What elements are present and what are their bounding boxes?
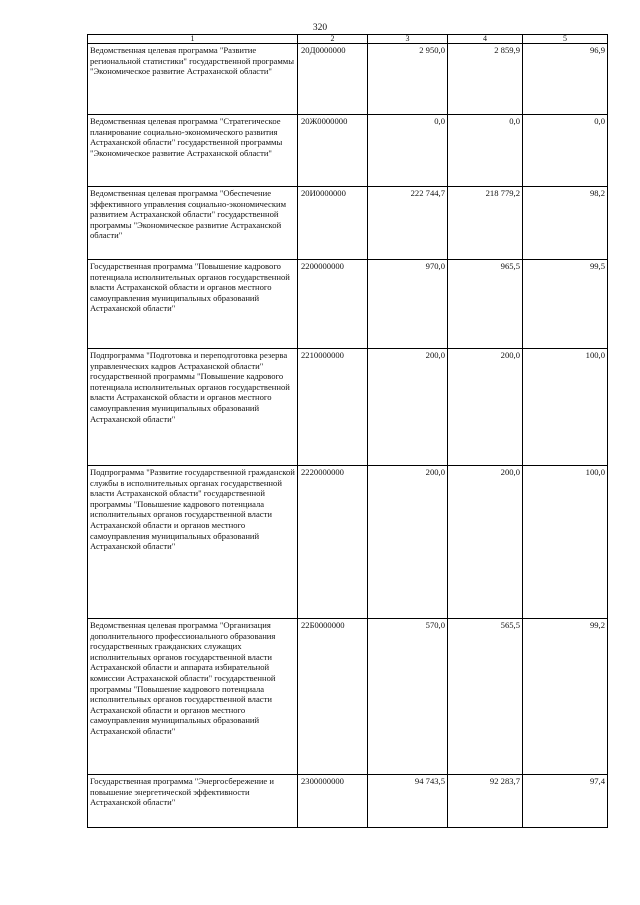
program-name: Государственная программа "Энергосбережение и повышение энергетической эффективности Астраханской области": [88, 775, 298, 828]
program-code: 20Ж0000000: [298, 115, 368, 187]
percent-value: 0,0: [523, 115, 608, 187]
percent-value: 97,4: [523, 775, 608, 828]
program-code: 20Д0000000: [298, 44, 368, 115]
percent-value: 100,0: [523, 466, 608, 619]
percent-value: 99,5: [523, 260, 608, 349]
percent-value: 98,2: [523, 187, 608, 260]
plan-value: 0,0: [368, 115, 448, 187]
program-name: Подпрограмма "Подготовка и переподготовка резерва управленческих кадров Астраханской области" государственной программы "Повышение кадрового потенциала исполнительных органов государственной власти Астраханской области и органов местного самоуправления муниципальных образований Астраханской области": [88, 349, 298, 466]
fact-value: 218 779,2: [448, 187, 523, 260]
program-code: 2200000000: [298, 260, 368, 349]
fact-value: 92 283,7: [448, 775, 523, 828]
program-name: Ведомственная целевая программа "Развитие региональной статистики" государственной программы "Экономическое развитие Астраханской области": [88, 44, 298, 115]
plan-value: 970,0: [368, 260, 448, 349]
column-header: 1: [88, 35, 298, 44]
fact-value: 200,0: [448, 349, 523, 466]
plan-value: 200,0: [368, 466, 448, 619]
column-header: 4: [448, 35, 523, 44]
plan-value: 222 744,7: [368, 187, 448, 260]
fact-value: 565,5: [448, 619, 523, 775]
program-code: 2220000000: [298, 466, 368, 619]
program-name: Ведомственная целевая программа "Обеспечение эффективного управления социально-экономическим развитием Астраханской области" государственной программы "Экономическое развитие Астраханской области": [88, 187, 298, 260]
percent-value: 99,2: [523, 619, 608, 775]
fact-value: 0,0: [448, 115, 523, 187]
program-name: Ведомственная целевая программа "Организация дополнительного профессионального образования государственных гражданских служащих исполнительных органов государственной власти Астраханской области и аппарата избирательной комиссии Астраханской области" государственной программы "Повышение кадрового потенциала исполнительных органов государственной власти Астраханской области и органов местного самоуправления муниципальных образований Астраханской области": [88, 619, 298, 775]
plan-value: 2 950,0: [368, 44, 448, 115]
table-row: [88, 466, 608, 619]
plan-value: 94 743,5: [368, 775, 448, 828]
column-header: 5: [523, 35, 608, 44]
program-name: Ведомственная целевая программа "Стратегическое планирование социально-экономического развития Астраханской области" государственной программы "Экономическое развитие Астраханской области": [88, 115, 298, 187]
table-row: [88, 775, 608, 828]
column-header: 3: [368, 35, 448, 44]
fact-value: 965,5: [448, 260, 523, 349]
table-row: [88, 260, 608, 349]
table-header-row: [88, 35, 608, 44]
program-name: Подпрограмма "Развитие государственной гражданской службы в исполнительных органах государственной власти Астраханской области" государственной программы "Повышение кадрового потенциала исполнительных органов государственной власти Астраханской области и органов местного самоуправления муниципальных образований Астраханской области": [88, 466, 298, 619]
table-row: [88, 115, 608, 187]
table-row: [88, 349, 608, 466]
percent-value: 96,9: [523, 44, 608, 115]
table-row: [88, 187, 608, 260]
budget-table: [87, 34, 608, 828]
plan-value: 200,0: [368, 349, 448, 466]
table-row: [88, 44, 608, 115]
program-code: 2300000000: [298, 775, 368, 828]
column-header: 2: [298, 35, 368, 44]
program-code: 20И0000000: [298, 187, 368, 260]
program-code: 2210000000: [298, 349, 368, 466]
program-name: Государственная программа "Повышение кадрового потенциала исполнительных органов государственной власти Астраханской области и органов местного самоуправления муниципальных образований Астраханской области": [88, 260, 298, 349]
program-code: 22Б0000000: [298, 619, 368, 775]
plan-value: 570,0: [368, 619, 448, 775]
fact-value: 2 859,9: [448, 44, 523, 115]
fact-value: 200,0: [448, 466, 523, 619]
page-number: 320: [312, 23, 328, 33]
percent-value: 100,0: [523, 349, 608, 466]
table-row: [88, 619, 608, 775]
